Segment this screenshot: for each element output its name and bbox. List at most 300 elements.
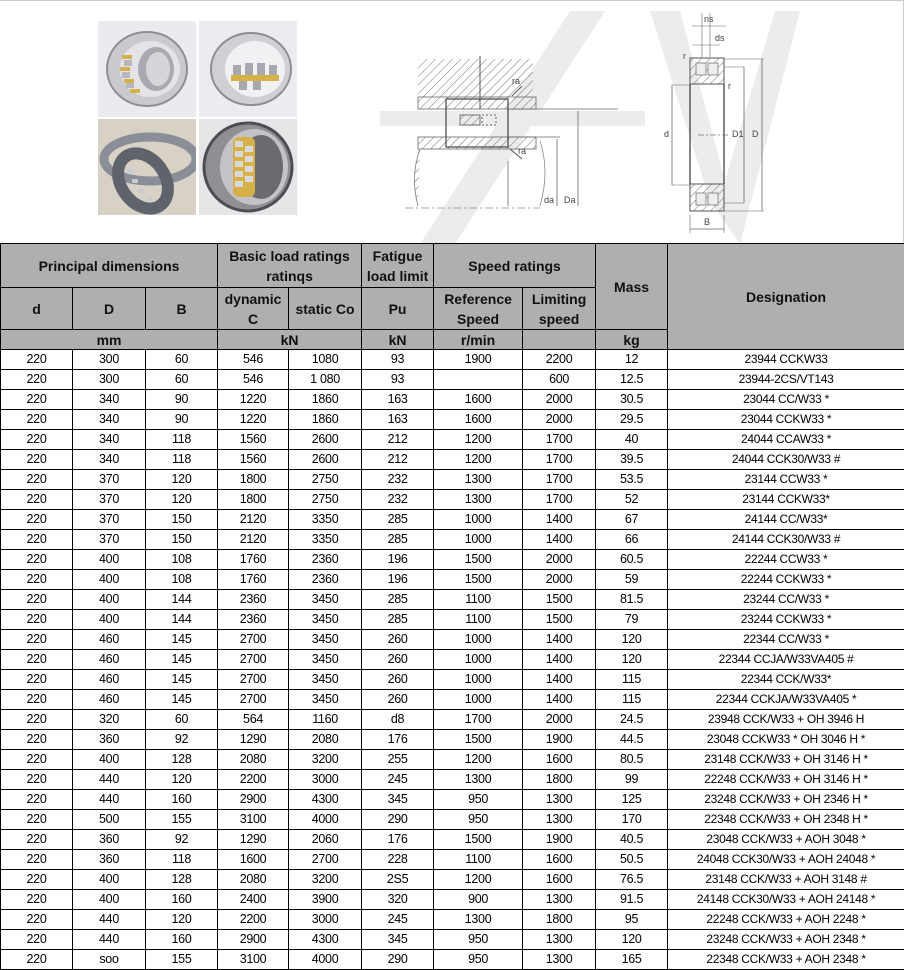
cell-designation: 22344 CCJA/W33VA405 # <box>668 650 904 670</box>
cell-d: 220 <box>1 550 73 570</box>
header-speed-ratings: Speed ratings <box>434 244 596 288</box>
cell-B: 92 <box>146 730 218 750</box>
cell-dynamic-c: 2900 <box>218 930 289 950</box>
cell-designation: 24144 CC/W33* <box>668 510 904 530</box>
cell-dynamic-c: 1800 <box>218 470 289 490</box>
cell-pu: 290 <box>362 810 434 830</box>
cell-designation: 23144 CCW33 * <box>668 470 904 490</box>
cell-D: 400 <box>73 590 146 610</box>
cell-limiting-speed: 2000 <box>523 710 596 730</box>
cell-static-co: 4300 <box>289 930 362 950</box>
cell-mass: 66 <box>596 530 668 550</box>
cell-mass: 115 <box>596 690 668 710</box>
cell-D: soo <box>73 950 146 970</box>
cell-B: 155 <box>146 950 218 970</box>
cell-designation: 23244 CC/W33 * <box>668 590 904 610</box>
cell-B: 92 <box>146 830 218 850</box>
cell-d: 220 <box>1 470 73 490</box>
cell-D: 400 <box>73 610 146 630</box>
cell-dynamic-c: 2080 <box>218 870 289 890</box>
table-row <box>1 490 904 510</box>
cell-designation: 24044 CCAW33 * <box>668 430 904 450</box>
cell-B: 120 <box>146 470 218 490</box>
cell-d: 220 <box>1 770 73 790</box>
cell-reference-speed <box>434 370 523 390</box>
cell-limiting-speed: 1400 <box>523 670 596 690</box>
cell-dynamic-c: 2200 <box>218 910 289 930</box>
cell-B: 145 <box>146 630 218 650</box>
cell-d: 220 <box>1 590 73 610</box>
cell-reference-speed: 1000 <box>434 510 523 530</box>
cell-d: 220 <box>1 510 73 530</box>
cell-mass: 50.5 <box>596 850 668 870</box>
cell-static-co: 1080 <box>289 350 362 370</box>
cell-dynamic-c: 2900 <box>218 790 289 810</box>
cell-B: 160 <box>146 790 218 810</box>
cell-reference-speed: 950 <box>434 930 523 950</box>
cell-static-co: 4000 <box>289 810 362 830</box>
table-row <box>1 950 904 970</box>
cell-reference-speed: 1600 <box>434 410 523 430</box>
cell-static-co: 2080 <box>289 730 362 750</box>
cell-D: 440 <box>73 930 146 950</box>
cell-reference-speed: 1000 <box>434 530 523 550</box>
cell-dynamic-c: 3100 <box>218 950 289 970</box>
cell-dynamic-c: 2200 <box>218 770 289 790</box>
cell-B: 60 <box>146 350 218 370</box>
cell-limiting-speed: 1400 <box>523 510 596 530</box>
cell-dynamic-c: 1290 <box>218 830 289 850</box>
cell-pu: 285 <box>362 530 434 550</box>
cell-mass: 76.5 <box>596 870 668 890</box>
cell-static-co: 1860 <box>289 390 362 410</box>
cell-static-co: 3450 <box>289 650 362 670</box>
cell-limiting-speed: 1600 <box>523 750 596 770</box>
col-header-static-co: static Co <box>289 288 362 330</box>
table-row <box>1 630 904 650</box>
cell-limiting-speed: 600 <box>523 370 596 390</box>
cell-pu: 290 <box>362 950 434 970</box>
cell-static-co: 3350 <box>289 530 362 550</box>
cell-designation: 23248 CCK/W33 + AOH 2348 * <box>668 930 904 950</box>
cell-designation: 22348 CCK/W33 + AOH 2348 * <box>668 950 904 970</box>
cell-dynamic-c: 2700 <box>218 650 289 670</box>
table-row <box>1 770 904 790</box>
cell-D: 400 <box>73 750 146 770</box>
cell-static-co: 3000 <box>289 770 362 790</box>
col-header-reference-speed: Reference Speed <box>434 288 523 330</box>
cell-B: 150 <box>146 510 218 530</box>
unit-kn-load: kN <box>218 330 362 350</box>
cell-limiting-speed: 1800 <box>523 770 596 790</box>
unit-kn-fatigue: kN <box>362 330 434 350</box>
cell-static-co: 2060 <box>289 830 362 850</box>
col-header-d: d <box>1 288 73 330</box>
cell-pu: 232 <box>362 470 434 490</box>
cell-D: 440 <box>73 910 146 930</box>
cell-designation: 22344 CCK/W33* <box>668 670 904 690</box>
cell-static-co: 3450 <box>289 610 362 630</box>
cell-limiting-speed: 1500 <box>523 610 596 630</box>
cell-static-co: 2700 <box>289 850 362 870</box>
table-row <box>1 870 904 890</box>
cell-static-co: 3200 <box>289 750 362 770</box>
cell-B: 145 <box>146 690 218 710</box>
cell-limiting-speed: 1400 <box>523 530 596 550</box>
col-header-limiting-speed: Limiting speed <box>523 288 596 330</box>
table-row <box>1 810 904 830</box>
cell-reference-speed: 1700 <box>434 710 523 730</box>
cell-d: 220 <box>1 850 73 870</box>
cell-B: 118 <box>146 850 218 870</box>
cell-limiting-speed: 1300 <box>523 810 596 830</box>
cell-d: 220 <box>1 690 73 710</box>
cell-designation: 24048 CCK30/W33 + AOH 24048 * <box>668 850 904 870</box>
cell-limiting-speed: 2000 <box>523 390 596 410</box>
table-row <box>1 430 904 450</box>
cell-dynamic-c: 2360 <box>218 610 289 630</box>
cell-static-co: 3000 <box>289 910 362 930</box>
table-row <box>1 670 904 690</box>
cell-mass: 60.5 <box>596 550 668 570</box>
cell-mass: 95 <box>596 910 668 930</box>
cell-dynamic-c: 564 <box>218 710 289 730</box>
cell-pu: 93 <box>362 370 434 390</box>
diagram-label: ds <box>715 33 725 43</box>
cell-static-co: 2360 <box>289 550 362 570</box>
cell-reference-speed: 1000 <box>434 670 523 690</box>
cell-designation: 23244 CCKW33 * <box>668 610 904 630</box>
cell-d: 220 <box>1 530 73 550</box>
cell-reference-speed: 1200 <box>434 450 523 470</box>
table-row <box>1 830 904 850</box>
cell-d: 220 <box>1 570 73 590</box>
cell-B: 145 <box>146 670 218 690</box>
cell-designation: 23148 CCK/W33 + AOH 3148 # <box>668 870 904 890</box>
product-image-banner <box>0 0 904 243</box>
cell-B: 108 <box>146 570 218 590</box>
cell-B: 108 <box>146 550 218 570</box>
cell-reference-speed: 1200 <box>434 750 523 770</box>
cell-B: 144 <box>146 610 218 630</box>
cell-static-co: 1 080 <box>289 370 362 390</box>
cell-d: 220 <box>1 630 73 650</box>
cell-D: 460 <box>73 650 146 670</box>
table-row <box>1 690 904 710</box>
cell-mass: 12 <box>596 350 668 370</box>
cell-reference-speed: 1000 <box>434 650 523 670</box>
cell-pu: 228 <box>362 850 434 870</box>
cell-limiting-speed: 1900 <box>523 830 596 850</box>
table-row <box>1 730 904 750</box>
table-row <box>1 590 904 610</box>
cell-pu: 255 <box>362 750 434 770</box>
diagram-label: ra <box>518 146 527 156</box>
unit-kg: kg <box>596 330 668 350</box>
cell-reference-speed: 1300 <box>434 490 523 510</box>
cell-dynamic-c: 1220 <box>218 410 289 430</box>
cell-reference-speed: 1200 <box>434 870 523 890</box>
cell-reference-speed: 1100 <box>434 850 523 870</box>
header-principal-dimensions: Principal dimensions <box>1 244 218 288</box>
cell-static-co: 2600 <box>289 430 362 450</box>
cell-pu: 2S5 <box>362 870 434 890</box>
cell-reference-speed: 1100 <box>434 610 523 630</box>
cell-pu: 163 <box>362 390 434 410</box>
cell-limiting-speed: 1300 <box>523 950 596 970</box>
cell-d: 220 <box>1 810 73 830</box>
table-row <box>1 550 904 570</box>
cell-mass: 39.5 <box>596 450 668 470</box>
cell-B: 90 <box>146 410 218 430</box>
cell-designation: 22244 CCW33 * <box>668 550 904 570</box>
cell-d: 220 <box>1 350 73 370</box>
cell-D: 360 <box>73 850 146 870</box>
cell-pu: 285 <box>362 610 434 630</box>
cell-reference-speed: 1900 <box>434 350 523 370</box>
cell-designation: 24044 CCK30/W33 # <box>668 450 904 470</box>
cell-static-co: 1860 <box>289 410 362 430</box>
table-row <box>1 530 904 550</box>
cell-pu: 245 <box>362 770 434 790</box>
cell-dynamic-c: 1600 <box>218 850 289 870</box>
cell-d: 220 <box>1 910 73 930</box>
cell-D: 400 <box>73 870 146 890</box>
cell-limiting-speed: 1700 <box>523 450 596 470</box>
cell-dynamic-c: 2700 <box>218 690 289 710</box>
cell-mass: 30.5 <box>596 390 668 410</box>
cell-D: 340 <box>73 410 146 430</box>
cell-reference-speed: 1100 <box>434 590 523 610</box>
cell-B: 120 <box>146 490 218 510</box>
cell-D: 320 <box>73 710 146 730</box>
cell-mass: 125 <box>596 790 668 810</box>
cell-D: 500 <box>73 810 146 830</box>
cell-reference-speed: 950 <box>434 810 523 830</box>
table-row <box>1 750 904 770</box>
table-body <box>1 350 904 970</box>
table-row <box>1 370 904 390</box>
cell-D: 370 <box>73 530 146 550</box>
cell-B: 160 <box>146 930 218 950</box>
cell-designation: 22348 CCK/W33 + OH 2348 H * <box>668 810 904 830</box>
cell-limiting-speed: 2000 <box>523 550 596 570</box>
cell-static-co: 1160 <box>289 710 362 730</box>
cell-D: 460 <box>73 690 146 710</box>
cell-D: 400 <box>73 890 146 910</box>
diagram-label: ns <box>704 14 714 24</box>
cell-D: 400 <box>73 550 146 570</box>
cell-static-co: 3900 <box>289 890 362 910</box>
cell-reference-speed: 1500 <box>434 570 523 590</box>
cell-D: 440 <box>73 770 146 790</box>
header-fatigue-load-limit: Fatigue load limit <box>362 244 434 288</box>
cell-reference-speed: 1000 <box>434 630 523 650</box>
cell-reference-speed: 900 <box>434 890 523 910</box>
cell-static-co: 3450 <box>289 670 362 690</box>
cell-pu: 93 <box>362 350 434 370</box>
cell-limiting-speed: 1600 <box>523 870 596 890</box>
cell-limiting-speed: 2200 <box>523 350 596 370</box>
diagram-label: D <box>752 129 759 139</box>
cell-mass: 53.5 <box>596 470 668 490</box>
cell-designation: 23944-2CS/VT143 <box>668 370 904 390</box>
cell-D: 360 <box>73 830 146 850</box>
cell-mass: 40 <box>596 430 668 450</box>
cell-B: 90 <box>146 390 218 410</box>
cell-D: 440 <box>73 790 146 810</box>
cell-pu: 260 <box>362 650 434 670</box>
cell-limiting-speed: 1500 <box>523 590 596 610</box>
col-header-B: B <box>146 288 218 330</box>
cell-mass: 170 <box>596 810 668 830</box>
cell-static-co: 2750 <box>289 470 362 490</box>
diagram-label: r <box>728 81 731 91</box>
cell-dynamic-c: 1560 <box>218 430 289 450</box>
cell-pu: 260 <box>362 670 434 690</box>
cell-pu: 232 <box>362 490 434 510</box>
cell-reference-speed: 950 <box>434 950 523 970</box>
cell-reference-speed: 1500 <box>434 830 523 850</box>
cell-d: 220 <box>1 410 73 430</box>
cell-mass: 120 <box>596 930 668 950</box>
cell-mass: 52 <box>596 490 668 510</box>
cell-static-co: 3450 <box>289 590 362 610</box>
cell-limiting-speed: 1700 <box>523 470 596 490</box>
cell-reference-speed: 950 <box>434 790 523 810</box>
cell-pu: 260 <box>362 630 434 650</box>
diagram-label: ra <box>512 76 521 86</box>
cell-B: 60 <box>146 370 218 390</box>
cell-B: 160 <box>146 890 218 910</box>
cell-static-co: 4000 <box>289 950 362 970</box>
cell-B: 118 <box>146 450 218 470</box>
cell-D: 460 <box>73 630 146 650</box>
table-row <box>1 450 904 470</box>
cell-pu: 345 <box>362 930 434 950</box>
cell-pu: 245 <box>362 910 434 930</box>
cell-mass: 67 <box>596 510 668 530</box>
cell-d: 220 <box>1 730 73 750</box>
diagram-label: d <box>664 129 670 139</box>
cell-dynamic-c: 1760 <box>218 570 289 590</box>
cell-limiting-speed: 1300 <box>523 790 596 810</box>
cell-designation: 23248 CCK/W33 + OH 2346 H * <box>668 790 904 810</box>
cell-dynamic-c: 3100 <box>218 810 289 830</box>
cell-d: 220 <box>1 430 73 450</box>
cell-D: 460 <box>73 670 146 690</box>
cell-pu: 285 <box>362 590 434 610</box>
cell-pu: 196 <box>362 550 434 570</box>
cell-pu: 163 <box>362 410 434 430</box>
cell-dynamic-c: 2700 <box>218 670 289 690</box>
cell-d: 220 <box>1 490 73 510</box>
header-mass: Mass <box>596 244 668 330</box>
cell-mass: 29.5 <box>596 410 668 430</box>
cell-d: 220 <box>1 650 73 670</box>
cell-D: 340 <box>73 390 146 410</box>
cell-limiting-speed: 1900 <box>523 730 596 750</box>
cell-mass: 99 <box>596 770 668 790</box>
cell-reference-speed: 1300 <box>434 770 523 790</box>
cell-designation: 23948 CCK/W33 + OH 3946 H <box>668 710 904 730</box>
cell-d: 220 <box>1 750 73 770</box>
table-row <box>1 910 904 930</box>
cell-static-co: 2750 <box>289 490 362 510</box>
cell-designation: 22344 CC/W33 * <box>668 630 904 650</box>
table-row <box>1 890 904 910</box>
cell-B: 128 <box>146 870 218 890</box>
table-row <box>1 850 904 870</box>
cell-mass: 80.5 <box>596 750 668 770</box>
cell-d: 220 <box>1 790 73 810</box>
cell-d: 220 <box>1 930 73 950</box>
cell-designation: 23148 CCK/W33 + OH 3146 H * <box>668 750 904 770</box>
cell-static-co: 3450 <box>289 630 362 650</box>
cell-designation: 23944 CCKW33 <box>668 350 904 370</box>
cell-pu: 212 <box>362 450 434 470</box>
cell-mass: 40.5 <box>596 830 668 850</box>
cell-mass: 81.5 <box>596 590 668 610</box>
diagram-label: r <box>683 51 686 61</box>
cell-designation: 22248 CCK/W33 + AOH 2248 * <box>668 910 904 930</box>
cell-mass: 12.5 <box>596 370 668 390</box>
cell-designation: 22244 CCKW33 * <box>668 570 904 590</box>
cell-reference-speed: 1200 <box>434 430 523 450</box>
cell-designation: 23044 CC/W33 * <box>668 390 904 410</box>
bearing-photo <box>98 119 196 215</box>
mounting-dimension-diagram <box>400 1 650 241</box>
cell-D: 340 <box>73 430 146 450</box>
unit-limiting <box>523 330 596 350</box>
cell-d: 220 <box>1 890 73 910</box>
cell-pu: 196 <box>362 570 434 590</box>
header-basic-load-ratings: Basic load ratings ratinqs <box>218 244 362 288</box>
cell-B: 155 <box>146 810 218 830</box>
cell-pu: 176 <box>362 730 434 750</box>
bearing-photo <box>98 21 196 117</box>
diagram-label: B <box>704 217 711 227</box>
table-row <box>1 410 904 430</box>
cell-d: 220 <box>1 710 73 730</box>
cell-mass: 59 <box>596 570 668 590</box>
cell-limiting-speed: 2000 <box>523 570 596 590</box>
cell-B: 145 <box>146 650 218 670</box>
cell-mass: 115 <box>596 670 668 690</box>
cell-B: 60 <box>146 710 218 730</box>
cell-pu: 345 <box>362 790 434 810</box>
cell-D: 300 <box>73 350 146 370</box>
cell-D: 360 <box>73 730 146 750</box>
cell-D: 370 <box>73 470 146 490</box>
cell-dynamic-c: 2120 <box>218 510 289 530</box>
cell-mass: 91.5 <box>596 890 668 910</box>
bearing-photo-grid <box>98 21 298 216</box>
cell-reference-speed: 1300 <box>434 470 523 490</box>
cell-mass: 44.5 <box>596 730 668 750</box>
cell-pu: 260 <box>362 690 434 710</box>
cell-reference-speed: 1000 <box>434 690 523 710</box>
table-row <box>1 570 904 590</box>
cell-limiting-speed: 1700 <box>523 430 596 450</box>
cell-pu: 212 <box>362 430 434 450</box>
cell-dynamic-c: 546 <box>218 350 289 370</box>
table-row <box>1 650 904 670</box>
cell-D: 400 <box>73 570 146 590</box>
table-row <box>1 390 904 410</box>
cell-B: 144 <box>146 590 218 610</box>
diagram-label: da <box>544 195 555 205</box>
